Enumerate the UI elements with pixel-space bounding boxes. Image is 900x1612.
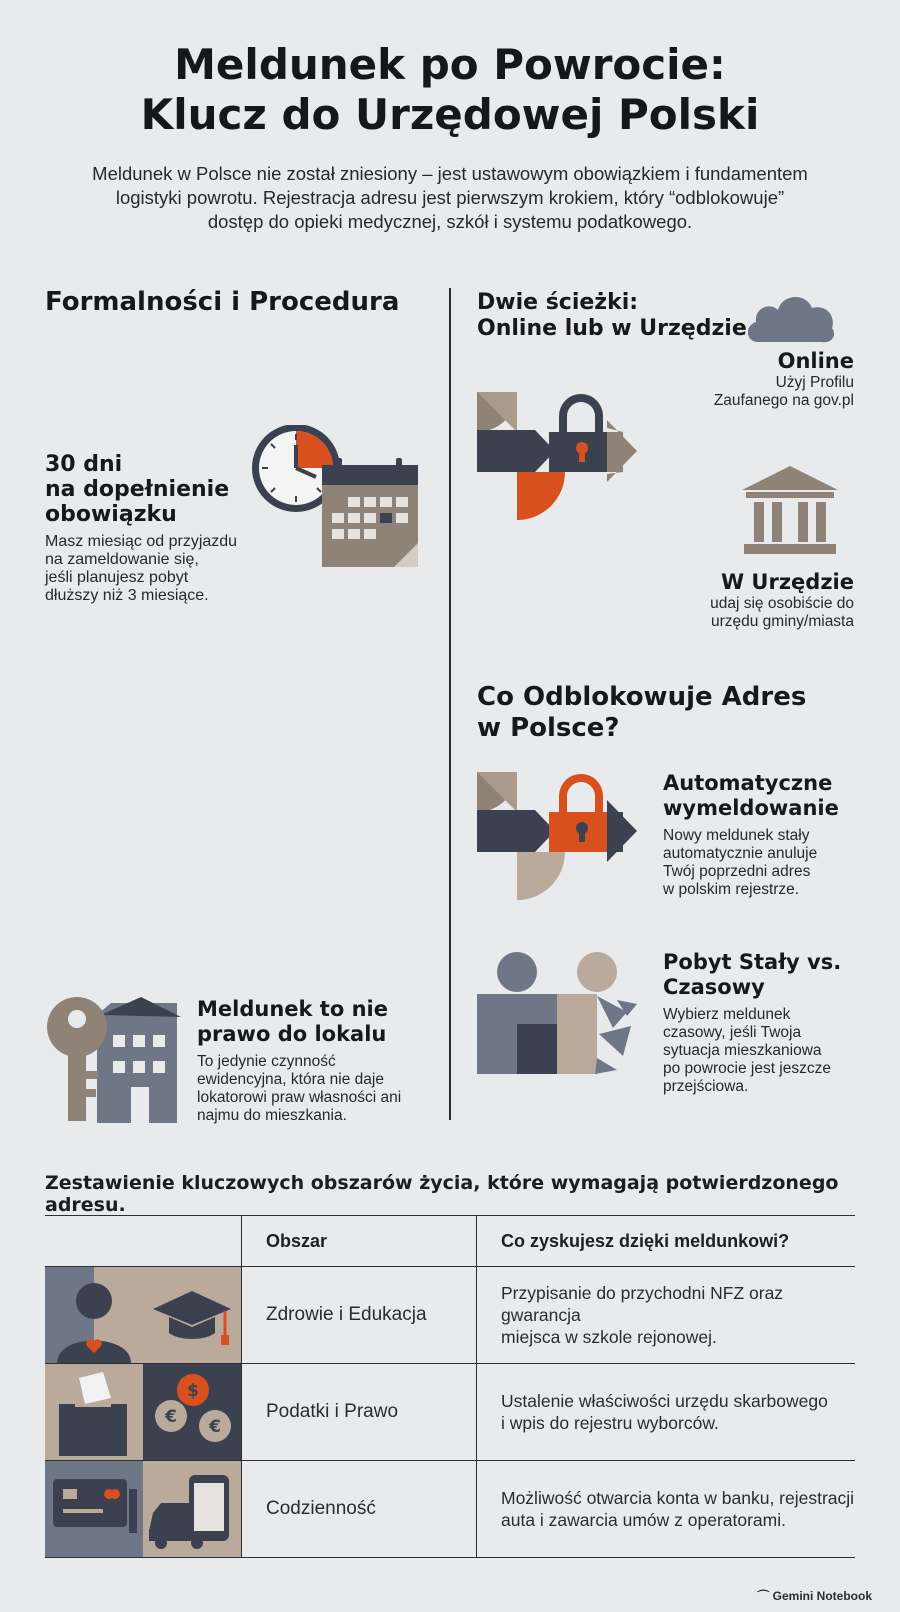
table-row	[45, 1267, 855, 1364]
table-header-benefit: Co zyskujesz dzięki meldunkowi?	[501, 1230, 790, 1251]
office-title: W Urzędzie	[720, 570, 854, 594]
row-benefit-line-1: Ustalenie właściwości urzędu skarbowego	[501, 1391, 828, 1411]
key-house-icon	[45, 995, 183, 1123]
paths-heading-line-2: Online lub w Urzędzie	[477, 316, 747, 341]
online-text-line-1: Użyj Profilu	[775, 374, 854, 391]
property-text-line-1: To jedynie czynność	[197, 1053, 336, 1070]
stay-title-line-1: Pobyt Stały vs.	[663, 950, 842, 974]
title-line-2: Klucz do Urzędowej Polski	[140, 90, 760, 139]
page-title	[0, 40, 900, 140]
address-areas-table	[45, 1215, 855, 1558]
lock-puzzle-icon	[477, 392, 652, 527]
footer-brand	[757, 1587, 872, 1604]
people-puzzle-icon	[477, 952, 642, 1076]
stay-text-line-2: czasowy, jeśli Twoja	[663, 1024, 802, 1041]
auto-title	[663, 771, 839, 821]
svg-text:€: €	[165, 1407, 177, 1427]
office-text-line-1: udaj się osobiście do	[710, 595, 854, 612]
row-benefit-line-1: Przypisanie do przychodni NFZ oraz gwarancja	[501, 1283, 784, 1325]
deadline-text	[45, 533, 237, 605]
property-text	[197, 1053, 401, 1125]
deadline-title-line-2: na dopełnienie	[45, 477, 230, 502]
property-title-line-1: Meldunek to nie	[197, 997, 388, 1021]
row-area: Zdrowie i Edukacja	[242, 1267, 477, 1364]
deadline-text-line-4: dłuższy niż 3 miesiące.	[45, 587, 209, 604]
table-header-icons	[45, 1216, 242, 1267]
orange-lock-icon	[477, 772, 652, 902]
online-title: Online	[777, 349, 854, 373]
stay-text	[663, 1006, 831, 1096]
row-benefit-line-1: Możliwość otwarcia konta w banku, rejestracji	[501, 1488, 855, 1508]
row-benefit	[477, 1461, 856, 1558]
auto-text-line-3: Twój poprzedni adres	[663, 863, 811, 880]
row-benefit-line-2: auta i zawarcia umów z operatorami.	[501, 1510, 786, 1530]
clock-calendar-icon	[244, 425, 420, 570]
intro-line-2: logistyki powrotu. Rejestracja adresu jest pierwszym krokiem, który “odblokowuje”	[115, 187, 785, 208]
deadline-title-line-1: 30 dni	[45, 452, 123, 477]
unlock-heading	[477, 682, 806, 744]
auto-title-line-2: wymeldowanie	[663, 796, 839, 820]
table-header-area: Obszar	[242, 1216, 477, 1267]
stay-title	[663, 950, 841, 1000]
intro-paragraph	[60, 162, 840, 234]
table-header-row	[45, 1216, 855, 1267]
svg-text:€: €	[209, 1417, 221, 1437]
title-line-1: Meldunek po Powrocie:	[174, 40, 726, 89]
deadline-text-line-3: jeśli planujesz pobyt	[45, 569, 189, 586]
auto-title-line-1: Automatyczne	[663, 771, 833, 795]
column-divider	[449, 288, 451, 1120]
paths-heading	[477, 290, 747, 342]
intro-line-3: dostęp do opieki medycznej, szkół i systemu podatkowego.	[207, 211, 693, 232]
auto-text-line-1: Nowy meldunek stały	[663, 827, 810, 844]
online-block	[714, 349, 854, 410]
table-row	[45, 1461, 855, 1558]
deadline-text-line-1: Masz miesiąc od przyjazdu	[45, 533, 238, 550]
auto-text-line-2: automatycznie anuluje	[663, 845, 818, 862]
auto-text-line-4: w polskim rejestrze.	[663, 881, 800, 898]
office-text-line-2: urzędu gminy/miasta	[710, 613, 854, 630]
row-icons	[45, 1461, 242, 1558]
stay-text-line-5: przejściowa.	[663, 1078, 749, 1095]
property-title-line-2: prawo do lokalu	[197, 1022, 387, 1046]
office-block	[710, 570, 854, 631]
intro-line-1: Meldunek w Polsce nie został zniesiony – jest ustawowym obowiązkiem i fundamentem	[92, 163, 808, 184]
row-area: Podatki i Prawo	[242, 1364, 477, 1461]
government-building-icon	[740, 464, 840, 556]
cloud-icon	[744, 288, 838, 344]
property-title	[197, 997, 388, 1047]
svg-text:$: $	[187, 1381, 199, 1401]
row-icons	[45, 1364, 242, 1461]
row-benefit	[477, 1364, 856, 1461]
stay-text-line-1: Wybierz meldunek	[663, 1006, 791, 1023]
paths-heading-line-1: Dwie ścieżki:	[477, 290, 639, 315]
row-benefit-line-2: i wpis do rejestru wyborców.	[501, 1413, 719, 1433]
row-benefit-line-2: miejsca w szkole rejonowej.	[501, 1327, 717, 1347]
deadline-text-line-2: na zameldowanie się,	[45, 551, 199, 568]
table-caption: Zestawienie kluczowych obszarów życia, które wymagają potwierdzonego adresu.	[45, 1172, 839, 1216]
row-icons	[45, 1267, 242, 1364]
stay-text-line-3: sytuacja mieszkaniowa	[663, 1042, 822, 1059]
property-text-line-3: lokatorowi praw własności ani	[197, 1089, 402, 1106]
logo-icon: ⌒	[757, 1589, 773, 1603]
row-area: Codzienność	[242, 1461, 477, 1558]
stay-text-line-4: po powrocie jest jeszcze	[663, 1060, 831, 1077]
property-text-line-2: ewidencyjna, która nie daje	[197, 1071, 384, 1088]
deadline-title-line-3: obowiązku	[45, 502, 177, 527]
unlock-heading-line-2: w Polsce?	[477, 713, 620, 743]
auto-text	[663, 827, 817, 899]
procedure-heading: Formalności i Procedura	[45, 287, 400, 317]
deadline-title	[45, 452, 229, 527]
row-benefit	[477, 1267, 856, 1364]
online-text-line-2: Zaufanego na gov.pl	[713, 392, 854, 409]
unlock-heading-line-1: Co Odblokowuje Adres	[477, 682, 807, 712]
property-text-line-4: najmu do mieszkania.	[197, 1107, 347, 1124]
footer-label: Gemini Notebook	[772, 1589, 872, 1603]
stay-title-line-2: Czasowy	[663, 975, 765, 999]
table-row	[45, 1364, 855, 1461]
